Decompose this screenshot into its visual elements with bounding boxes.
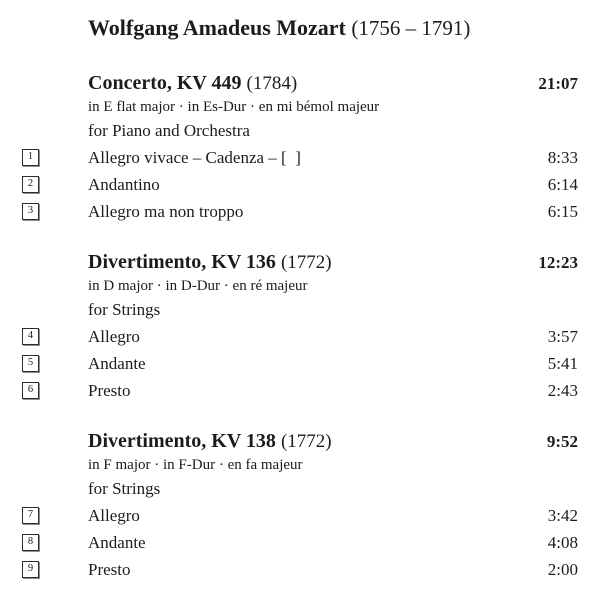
composer-name: Wolfgang Amadeus Mozart <box>88 15 346 40</box>
track-number-box: 9 <box>22 561 39 578</box>
track-title: Presto <box>88 380 131 400</box>
track-number-cell <box>22 382 88 399</box>
track-number-cell <box>22 203 88 220</box>
track-number-cell <box>22 328 88 345</box>
track-row <box>22 323 578 350</box>
track-duration: 8:33 <box>547 147 578 167</box>
track-number-cell <box>22 149 88 166</box>
track-duration: 3:42 <box>547 505 578 525</box>
work-total-duration: 12:23 <box>538 253 578 272</box>
track-duration: 3:57 <box>547 326 578 346</box>
track-number-box: 8 <box>22 534 39 551</box>
track-number-cell <box>22 176 88 193</box>
track-duration: 2:00 <box>547 559 578 579</box>
track-title: Andante <box>88 353 146 373</box>
work-year: (1772) <box>280 252 332 273</box>
track-number-box: 3 <box>22 203 39 220</box>
work-key-line: in E flat major · in Es-Dur · en mi bémol majeur <box>88 99 380 115</box>
track-number-box: 4 <box>22 328 39 345</box>
track-row <box>22 350 578 377</box>
work-instrumentation: for Strings <box>88 300 161 319</box>
track-title: Allegro ma non troppo <box>88 201 244 221</box>
work-key-line: in F major · in F-Dur · en fa majeur <box>88 457 303 473</box>
track-duration: 6:14 <box>547 174 578 194</box>
work-total-duration: 9:52 <box>546 432 578 451</box>
track-row <box>22 171 578 198</box>
work-header-row <box>22 70 578 97</box>
track-title: Andante <box>88 532 146 552</box>
composer-header <box>88 14 578 42</box>
track-number-box: 5 <box>22 355 39 372</box>
track-title: Allegro <box>88 326 140 346</box>
work-section-kv449 <box>22 70 578 225</box>
track-number-cell <box>22 534 88 551</box>
work-instrumentation: for Strings <box>88 479 161 498</box>
work-title <box>88 249 538 276</box>
track-row <box>22 144 578 171</box>
track-number-cell <box>22 561 88 578</box>
track-row <box>22 556 578 583</box>
track-title: Allegro vivace – Cadenza – [ ] <box>88 147 301 167</box>
track-row <box>22 377 578 404</box>
track-number-cell <box>22 507 88 524</box>
track-number-box: 2 <box>22 176 39 193</box>
track-duration: 4:08 <box>547 532 578 552</box>
work-section-kv136 <box>22 249 578 404</box>
track-number-box: 7 <box>22 507 39 524</box>
track-number-cell <box>22 355 88 372</box>
track-row <box>22 529 578 556</box>
composer-dates: (1756 – 1791) <box>351 16 471 40</box>
track-duration: 2:43 <box>547 380 578 400</box>
track-title: Andantino <box>88 174 160 194</box>
track-number-box: 1 <box>22 149 39 166</box>
work-year: (1772) <box>280 431 332 452</box>
work-title <box>88 428 547 455</box>
work-section-kv138 <box>22 428 578 583</box>
work-header-row <box>22 249 578 276</box>
work-header-row <box>22 428 578 455</box>
work-title-text: Divertimento, KV 136 <box>88 251 276 273</box>
work-key-line: in D major · in D-Dur · en ré majeur <box>88 278 308 294</box>
track-row <box>22 198 578 225</box>
track-row <box>22 502 578 529</box>
work-year: (1784) <box>246 73 298 94</box>
work-title-text: Divertimento, KV 138 <box>88 430 276 452</box>
work-instrumentation: for Piano and Orchestra <box>88 121 250 140</box>
work-total-duration: 21:07 <box>538 74 578 93</box>
work-title-text: Concerto, KV 449 <box>88 72 242 94</box>
track-title: Allegro <box>88 505 140 525</box>
track-title: Presto <box>88 559 131 579</box>
track-number-box: 6 <box>22 382 39 399</box>
track-duration: 6:15 <box>547 201 578 221</box>
work-title <box>88 70 538 97</box>
track-duration: 5:41 <box>547 353 578 373</box>
